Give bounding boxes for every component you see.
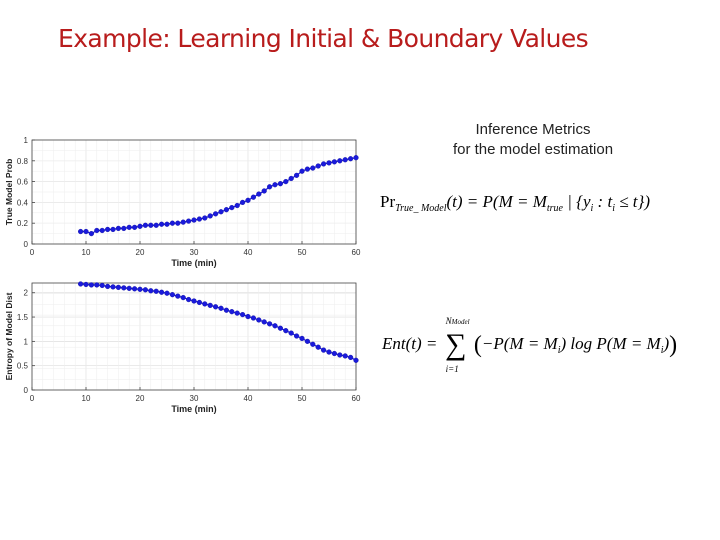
chart2-data-point	[278, 326, 283, 331]
chart2-data-point	[332, 351, 337, 356]
chart2-data-point	[235, 311, 240, 316]
chart1-data-point	[240, 200, 245, 205]
chart2-y-tick-label: 1	[23, 337, 28, 347]
chart1-x-tick-label: 30	[189, 248, 199, 257]
chart2-data-point	[251, 316, 256, 321]
chart1-data-point	[354, 155, 359, 160]
chart1-data-point	[348, 156, 353, 161]
chart2-data-point	[202, 302, 207, 307]
chart1-y-tick-label: 0	[23, 240, 28, 249]
chart1-data-point	[208, 214, 213, 219]
chart2-x-tick-label: 30	[189, 394, 199, 403]
chart2-y-tick-label: 0	[23, 386, 28, 395]
chart2-data-point	[267, 321, 272, 326]
chart1-data-point	[332, 159, 337, 164]
chart2-y-tick-label: 1.5	[16, 313, 28, 323]
chart1-y-tick-label: 0.8	[16, 156, 28, 166]
chart2-data-point	[246, 314, 251, 319]
chart1-data-point	[116, 226, 121, 231]
chart2-data-point	[348, 355, 353, 360]
chart1-data-point	[132, 225, 137, 230]
formula-prob-cond: : t	[593, 192, 613, 211]
chart1-data-point	[256, 192, 261, 197]
chart1-data-point	[224, 207, 229, 212]
chart2-y-tick-label: 0.5	[16, 361, 28, 371]
formula-prob-end: ≤ t})	[614, 192, 650, 211]
caption-line-1: Inference Metrics	[475, 121, 591, 138]
sum-upper-main: N	[445, 316, 452, 326]
formula-prob-rest: | {y	[562, 192, 591, 211]
chart2-data-point	[148, 288, 153, 293]
chart1-data-point	[138, 224, 143, 229]
chart2-data-point	[224, 308, 229, 313]
chart2-data-point	[337, 353, 342, 358]
chart2-data-point	[89, 283, 94, 288]
chart1-data-point	[219, 209, 224, 214]
formula-ent-body-3: )	[663, 333, 670, 353]
chart2-data-point	[94, 283, 99, 288]
chart1-x-tick-label: 0	[29, 248, 35, 257]
chart2-data-point	[121, 285, 126, 290]
chart1-data-point	[343, 157, 348, 162]
chart2-data-point	[143, 287, 148, 292]
chart1-x-tick-label: 10	[81, 248, 91, 257]
chart2-data-point	[100, 283, 105, 288]
chart2-data-point	[192, 299, 197, 304]
chart2-y-tick-label: 2	[23, 288, 28, 298]
chart1-data-point	[192, 218, 197, 223]
chart1-data-point	[197, 217, 202, 222]
chart1-y-axis-label: True Model Prob	[4, 158, 14, 226]
chart1-data-point	[235, 203, 240, 208]
chart1-data-point	[111, 227, 116, 232]
chart2-x-tick-label: 60	[351, 394, 361, 403]
chart2-data-point	[240, 312, 245, 317]
chart2-data-point	[186, 297, 191, 302]
chart2-data-point	[138, 287, 143, 292]
chart2-data-point	[111, 284, 116, 289]
formula-prob-lhs-sub: True_ Model	[395, 203, 447, 214]
sum-sigma: ∑	[444, 328, 467, 361]
formula-ent-open-paren: (	[473, 331, 482, 358]
chart2-data-point	[300, 336, 305, 341]
chart1-data-point	[283, 179, 288, 184]
chart1-x-axis-label: Time (min)	[171, 258, 217, 268]
formula-prob-t-sub: i	[612, 203, 615, 214]
chart1-data-point	[94, 228, 99, 233]
caption-line-2: for the model estimation	[452, 141, 614, 158]
chart1-data-point	[89, 231, 94, 236]
formula-prob-m-sub: true	[546, 203, 563, 214]
chart1-data-point	[321, 162, 326, 167]
chart1-data-point	[154, 223, 159, 228]
chart2-data-point	[343, 354, 348, 359]
chart2-data-point	[84, 282, 89, 287]
metrics-caption	[418, 120, 648, 160]
true-model-probability-formula	[380, 192, 650, 214]
chart1-data-point	[300, 169, 305, 174]
chart1-data-point	[105, 227, 110, 232]
chart2-data-point	[165, 291, 170, 296]
chart1-data-point	[159, 222, 164, 227]
formula-ent-sub-2: i	[660, 344, 664, 356]
chart1-y-tick-label: 0.2	[16, 219, 28, 229]
chart2-x-tick-label: 40	[243, 394, 253, 403]
chart1-data-point	[262, 189, 267, 194]
chart2-data-point	[327, 350, 332, 355]
chart2-x-axis-label: Time (min)	[171, 404, 217, 414]
formula-prob-lhs: Pr	[380, 192, 396, 211]
chart2-data-point	[181, 295, 186, 300]
chart2-x-tick-label: 20	[135, 394, 145, 403]
formula-ent-sub-1: i	[557, 344, 561, 356]
chart1-data-point	[78, 229, 83, 234]
sum-upper-sub: Model	[451, 318, 470, 326]
chart2-data-point	[289, 331, 294, 336]
chart2-data-point	[305, 339, 310, 344]
chart1-data-point	[246, 198, 251, 203]
chart1-data-point	[202, 216, 207, 221]
chart2-data-point	[175, 294, 180, 299]
chart2-data-point	[310, 342, 315, 347]
chart1-x-tick-label: 20	[135, 248, 145, 257]
chart1-x-tick-label: 60	[351, 248, 361, 257]
chart2-data-point	[321, 348, 326, 353]
sum-operator	[442, 316, 470, 374]
chart2-data-point	[208, 303, 213, 308]
chart1-y-tick-label: 0.6	[16, 177, 28, 187]
chart1-data-point	[273, 182, 278, 187]
chart1-data-point	[267, 184, 272, 189]
chart1-data-point	[310, 166, 315, 171]
formula-prob-y-sub: i	[590, 203, 594, 214]
chart1-data-point	[213, 211, 218, 216]
chart2-data-point	[229, 309, 234, 314]
chart1-data-point	[186, 219, 191, 224]
slide-title: Example: Learning Initial & Boundary Values	[58, 24, 589, 53]
chart2-data-point	[273, 323, 278, 328]
chart1-data-point	[165, 222, 170, 227]
chart2-data-point	[170, 292, 175, 297]
chart2-data-point	[105, 284, 110, 289]
chart2-y-axis-label: Entropy of Model Dist	[4, 292, 14, 381]
chart1-data-point	[100, 228, 105, 233]
chart1-x-tick-label: 50	[297, 248, 307, 257]
chart2-data-point	[116, 285, 121, 290]
chart1-data-point	[121, 226, 126, 231]
chart1-data-point	[251, 195, 256, 200]
chart1-data-point	[170, 221, 175, 226]
chart2-x-tick-label: 50	[297, 394, 307, 403]
formula-ent-body-2: ) log P(M = M	[560, 333, 661, 353]
chart1-data-point	[337, 158, 342, 163]
chart2-data-point	[219, 306, 224, 311]
chart1-data-point	[143, 223, 148, 228]
chart2-data-point	[132, 286, 137, 291]
formula-ent-body-1: −P(M = M	[481, 333, 558, 353]
chart1-data-point	[278, 181, 283, 186]
chart1-data-point	[316, 164, 321, 169]
chart1-y-tick-label: 0.4	[16, 198, 28, 208]
entropy-formula	[382, 316, 678, 374]
chart1-data-point	[148, 223, 153, 228]
chart2-data-point	[213, 304, 218, 309]
chart1-data-point	[229, 205, 234, 210]
chart2-data-point	[294, 334, 299, 339]
chart1-data-point	[127, 225, 132, 230]
formula-prob-arg: (t) = P(M = M	[446, 192, 547, 211]
chart1-data-point	[181, 220, 186, 225]
chart2-data-point	[154, 289, 159, 294]
sum-upper-limit	[446, 316, 470, 326]
formula-ent-close-paren: )	[669, 331, 678, 358]
chart2-data-point	[197, 300, 202, 305]
chart2-data-point	[262, 320, 267, 325]
chart1-data-point	[175, 221, 180, 226]
chart2-data-point	[316, 345, 321, 350]
chart2-data-point	[78, 282, 83, 287]
formula-ent-lhs: Ent	[382, 333, 406, 353]
chart1-x-tick-label: 40	[243, 248, 253, 257]
sum-lower-limit: i=1	[445, 364, 459, 374]
chart2-x-tick-label: 10	[81, 394, 91, 403]
chart1-y-tick-label: 1	[23, 136, 28, 145]
chart1-data-point	[327, 160, 332, 165]
chart2-data-point	[256, 318, 261, 323]
chart2-data-point	[283, 328, 288, 333]
chart2-x-tick-label: 0	[29, 394, 35, 403]
chart1-data-point	[305, 167, 310, 172]
chart1-data-point	[84, 229, 89, 234]
chart2-data-point	[127, 286, 132, 291]
chart2-data-point	[159, 290, 164, 295]
chart1-data-point	[289, 176, 294, 181]
chart1-data-point	[294, 173, 299, 178]
chart2-data-point	[354, 358, 359, 363]
formula-ent-arg: (t) =	[405, 333, 438, 353]
